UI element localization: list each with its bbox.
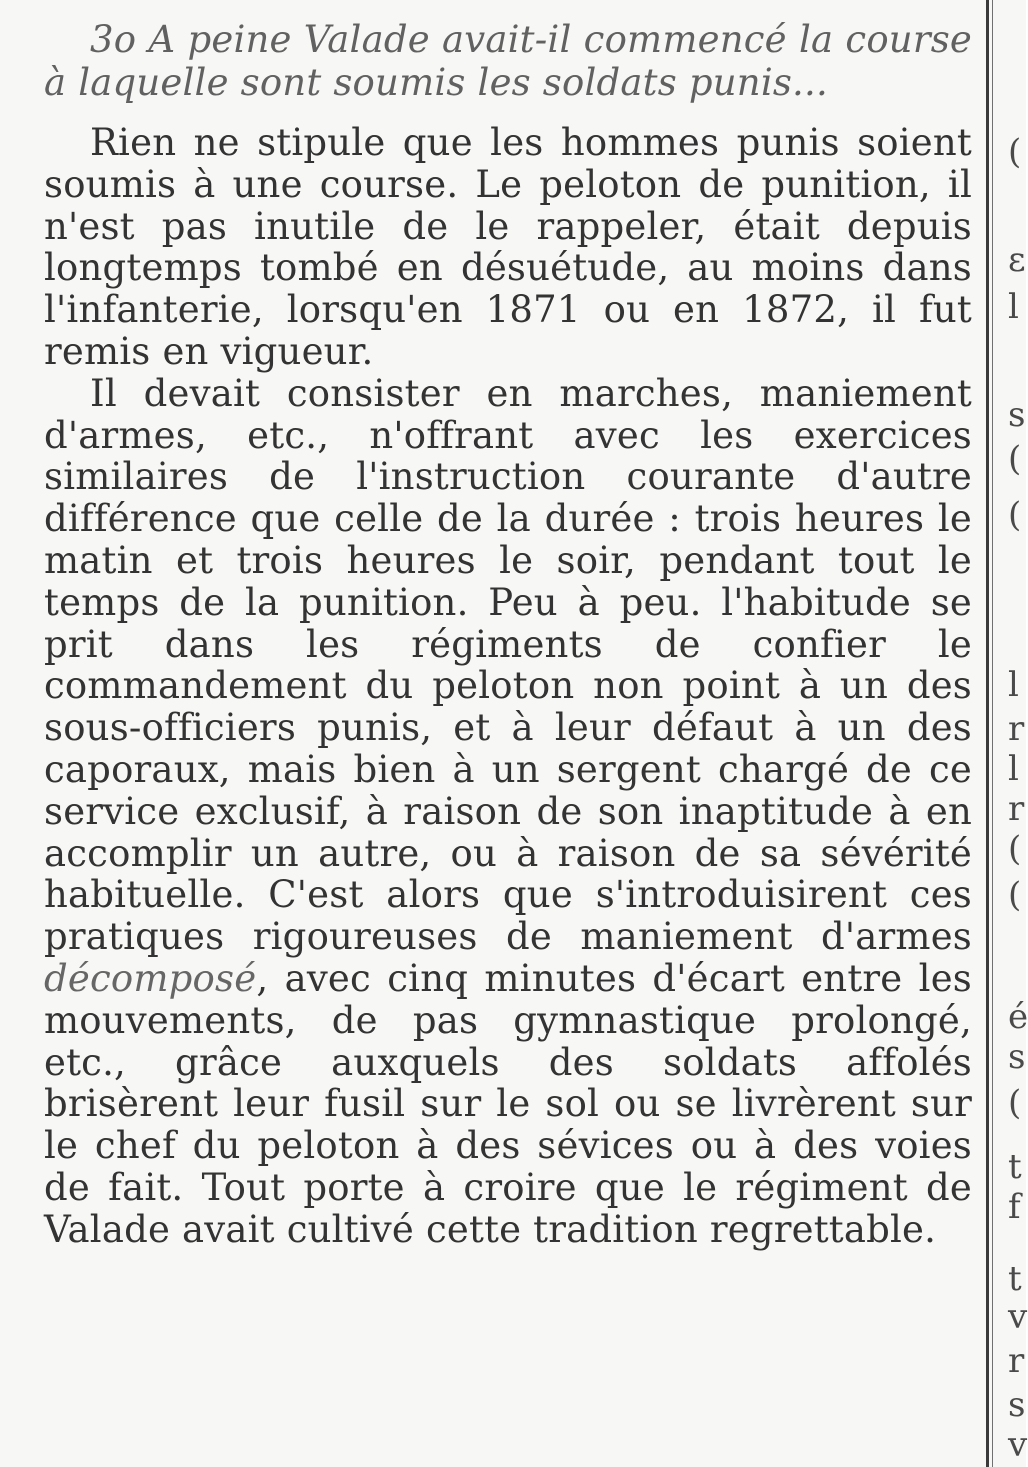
column-rule-thin (992, 0, 993, 1467)
adjacent-fragment: ( (1008, 1083, 1022, 1123)
emphasized-word: décomposé (44, 956, 257, 1000)
adjacent-fragment: t (1008, 1147, 1022, 1187)
adjacent-fragment: f (1008, 1187, 1021, 1227)
adjacent-fragment: r (1008, 709, 1025, 749)
adjacent-fragment: l (1008, 287, 1019, 327)
adjacent-fragment: ( (1008, 875, 1022, 915)
adjacent-fragment: v (1008, 1425, 1028, 1465)
adjacent-fragment: ( (1008, 439, 1022, 479)
adjacent-fragment: s (1008, 1385, 1026, 1425)
adjacent-fragment: r (1008, 789, 1025, 829)
adjacent-fragment: r (1008, 1341, 1025, 1381)
paragraph-1: Rien ne stipule que les hommes punis soient soumis à une course. Le peloton de punition, il n'est pas inutile de le rappeler, était depuis longtemps tombé en désuétude, au moins dans l'infanterie, lorsqu'en 1871 ou en 1872, il fut remis en vigueur. (44, 121, 972, 373)
article-column (44, 18, 972, 1251)
adjacent-fragment: é (1008, 997, 1028, 1037)
adjacent-fragment: s (1008, 1037, 1026, 1077)
adjacent-column-edge (1006, 0, 1026, 1467)
adjacent-fragment: ( (1008, 132, 1022, 172)
adjacent-fragment: t (1008, 1259, 1022, 1299)
paragraph-2-text-after: , avec cinq minutes d'écart entre les mouvements, de pas gymnastique prolongé, etc., grâce auxquels des soldats affolés brisèrent leur fusil sur le sol ou se livrèrent sur le chef du peloton à des sévices ou à des voies de fait. Tout porte à croire que le régiment de Valade avait cultivé cette tradition regrettable. (44, 956, 972, 1251)
paragraph-2-text-before: Il devait consister en marches, maniement d'armes, etc., n'offrant avec les exercices similaires de l'instruction courante d'autre différence que celle de la durée : trois heures le matin et trois heures le soir, pendant tout le temps de la punition. Peu à peu. l'habitude se prit dans les régiments de confier le commandement du peloton non point à un des sous-officiers punis, et à leur défaut à un des caporaux, mais bien à un sergent chargé de ce service exclusif, à raison de son inaptitude à en accomplir un autre, ou à raison de sa sévérité habituelle. C'est alors que s'introduisirent ces pratiques rigoureuses de maniement d'armes (44, 371, 972, 959)
adjacent-fragment: s (1008, 395, 1026, 435)
adjacent-fragment: v (1008, 1297, 1028, 1337)
adjacent-fragment: l (1008, 665, 1019, 705)
quoted-allegation: 3o A peine Valade avait-il commencé la course à laquelle sont soumis les soldats punis... (44, 18, 972, 104)
adjacent-fragment: ( (1008, 495, 1022, 535)
adjacent-fragment: ( (1008, 829, 1022, 869)
adjacent-fragment: l (1008, 749, 1019, 789)
adjacent-fragment: ε (1008, 240, 1026, 280)
paragraph-2 (44, 373, 972, 1251)
column-rule (986, 0, 989, 1467)
